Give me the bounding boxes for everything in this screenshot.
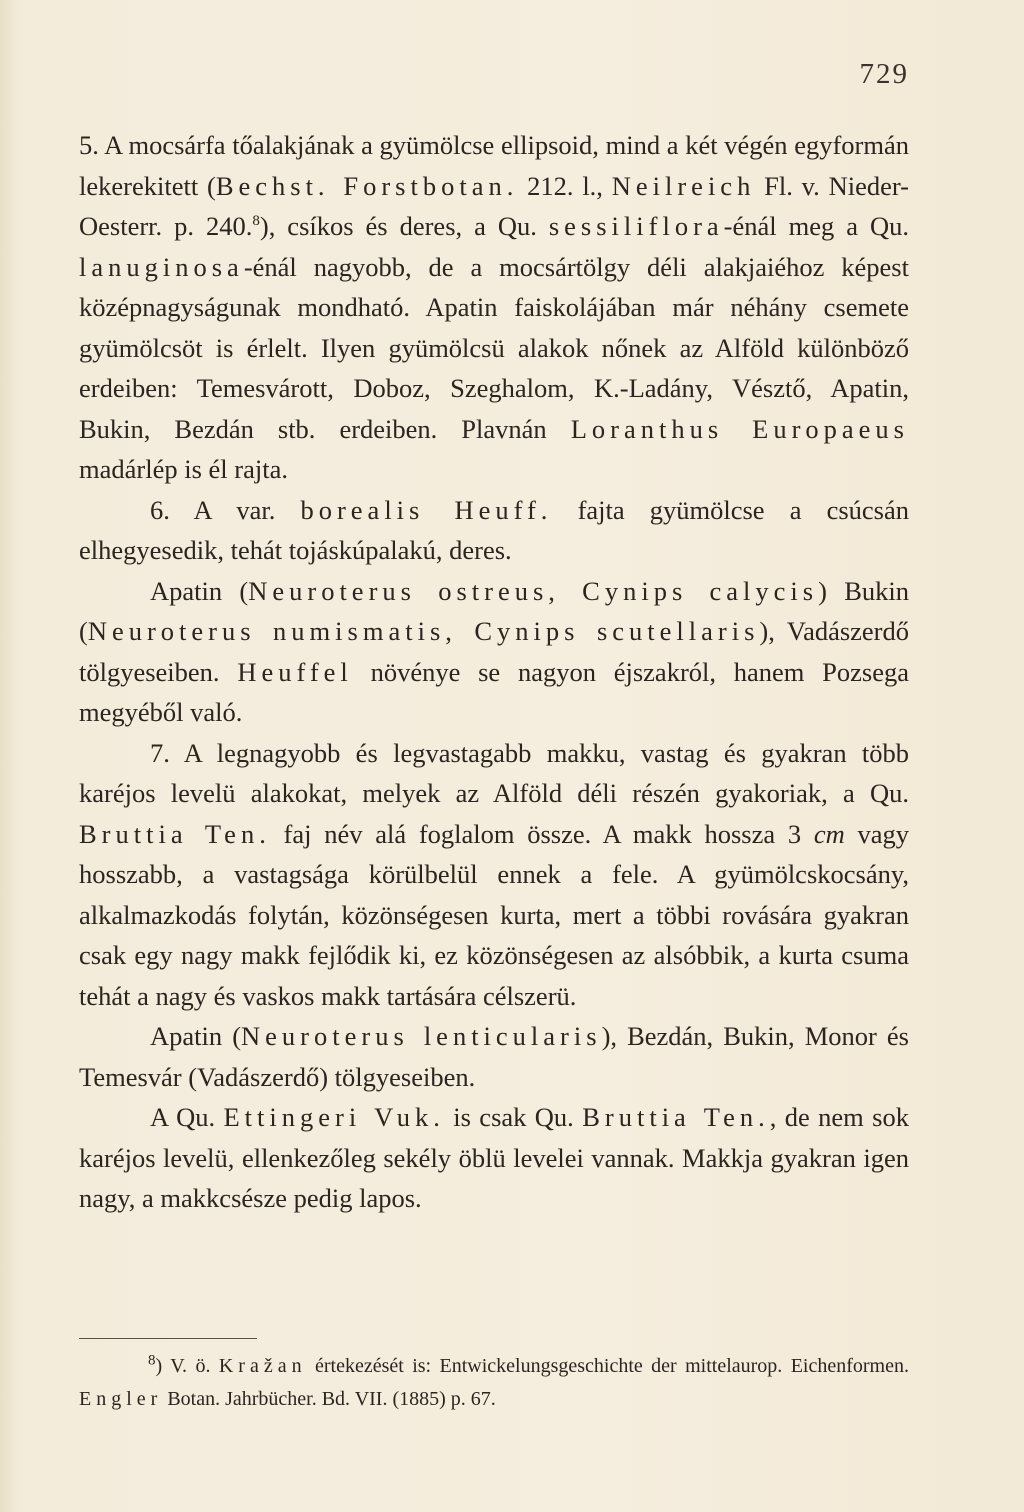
spaced-name: Ettingeri Vuk.	[223, 1102, 445, 1132]
text-run: vagy hosszabb, a vastagsága körülbelül ennek a fele. A gyümölcskocsány, alkalmazkodás folytán, közönségesen kurta, mert a többi rovására gyakran csak egy nagy makk fejlődik ki, ez közönségesen az alsóbbik, a kurta csuma tehát a nagy és vaskos makk tartására célszerü.	[79, 818, 909, 1011]
text-run: 5. A mocsárfa tőalakjának a gyümölcse ellipsoid, mind a két végén egyformán lekerekitett (	[79, 130, 909, 201]
spaced-name: lanuginosa	[79, 251, 244, 282]
text-run: , de nem sok karéjos levelü, ellenkezőleg sekély öblü levelei vannak. Makkja gyakran igen nagy, a makkcsésze pedig lapos.	[79, 1102, 909, 1213]
text-run: Botan. Jahrbücher. Bd. VII. (1885) p. 67.	[162, 1388, 496, 1410]
text-run: 6. A var.	[150, 494, 301, 525]
paragraph-6-localities	[79, 571, 909, 733]
footnote	[79, 1350, 909, 1416]
paragraph-5	[79, 125, 909, 490]
spaced-name: Engler	[79, 1388, 163, 1410]
footnote-text	[79, 1350, 909, 1416]
spaced-name: Loranthus Europaeus	[570, 413, 909, 444]
spaced-name: Neuroterus numismatis, Cynips scutellaris	[87, 616, 760, 646]
text-run: ), Vadászerdő tölgyeseiben.	[79, 616, 910, 687]
spaced-name: sessiliflora	[548, 211, 724, 241]
text-run: ) V. ö.	[155, 1355, 219, 1377]
footnote-ref: 8	[252, 213, 260, 230]
text-run: Apatin (	[150, 575, 249, 606]
text-run: -énál meg a Qu.	[723, 211, 909, 241]
spaced-name: Kražan	[218, 1355, 307, 1377]
paragraph-7-localities	[79, 1016, 909, 1097]
text-run: értekezését is: Entwickelungsgeschichte der mittelaurop. Eichenformen.	[306, 1355, 909, 1377]
spaced-name: borealis Heuff.	[300, 494, 553, 525]
paragraph-7	[79, 733, 909, 1017]
text-run: Fl. v. Nieder-Oesterr. p. 240.	[79, 170, 909, 241]
text-run: ), Bezdán, Bukin, Monor és Temesvár (Vadászerdő) tölgyeseiben.	[79, 1021, 909, 1092]
text-run: 212. l.,	[518, 170, 612, 201]
spaced-name: Bruttia Ten.	[79, 818, 271, 849]
text-run: ), csíkos és deres, a Qu.	[259, 211, 549, 241]
spaced-name: Bruttia Ten.	[582, 1102, 770, 1132]
spaced-name: Neilreich	[611, 170, 756, 201]
text-run: is csak Qu.	[444, 1102, 583, 1132]
spaced-name: Neuroterus lenticularis	[241, 1021, 602, 1051]
footnote-divider	[79, 1338, 257, 1339]
text-run: növénye se nagyon éjszakról, hanem Pozsega megyéből való.	[79, 656, 910, 727]
text-run: fajta gyümölcse a csúcsán elhegyesedik, tehát tojáskúpalakú, deres.	[79, 494, 909, 565]
text-run: ) Bukin (	[79, 575, 909, 646]
body-text	[79, 125, 909, 1219]
paragraph-ettingeri	[79, 1097, 909, 1219]
paragraph-6	[79, 490, 909, 571]
footnote-ref: 8	[148, 1352, 156, 1369]
text-run: 7. A legnagyobb és legvastagabb makku, vastag és gyakran több karéjos levelü alakokat, melyek az Alföld déli részén gyakoriak, a Qu.	[79, 737, 909, 808]
page-number: 729	[859, 58, 909, 90]
italic-unit: cm	[813, 818, 845, 849]
text-run: A Qu.	[150, 1102, 224, 1132]
text-run: faj név alá foglalom össze. A makk hossza 3	[270, 818, 814, 849]
text-run: madárlép is él rajta.	[79, 454, 288, 484]
spaced-name: Bechst. Forstbotan.	[215, 170, 519, 201]
spaced-name: Neuroterus ostreus, Cynips calycis	[248, 575, 819, 606]
text-run: Apatin (	[150, 1021, 242, 1051]
text-run: -énál nagyobb, de a mocsártölgy déli alakjaiéhoz képest középnagyságunak mondható. Apatin faiskolájában már néhány csemete gyümölcsöt is érlelt. Ilyen gyümölcsü alakok nőnek az Alföld különböző erdeiben: Temesvárott, Doboz, Szeghalom, K.-Ladány, Vésztő, Apatin, Bukin, Bezdán stb. erdeiben. Plavnán	[79, 251, 909, 444]
spaced-name: Heuffel	[237, 656, 353, 687]
